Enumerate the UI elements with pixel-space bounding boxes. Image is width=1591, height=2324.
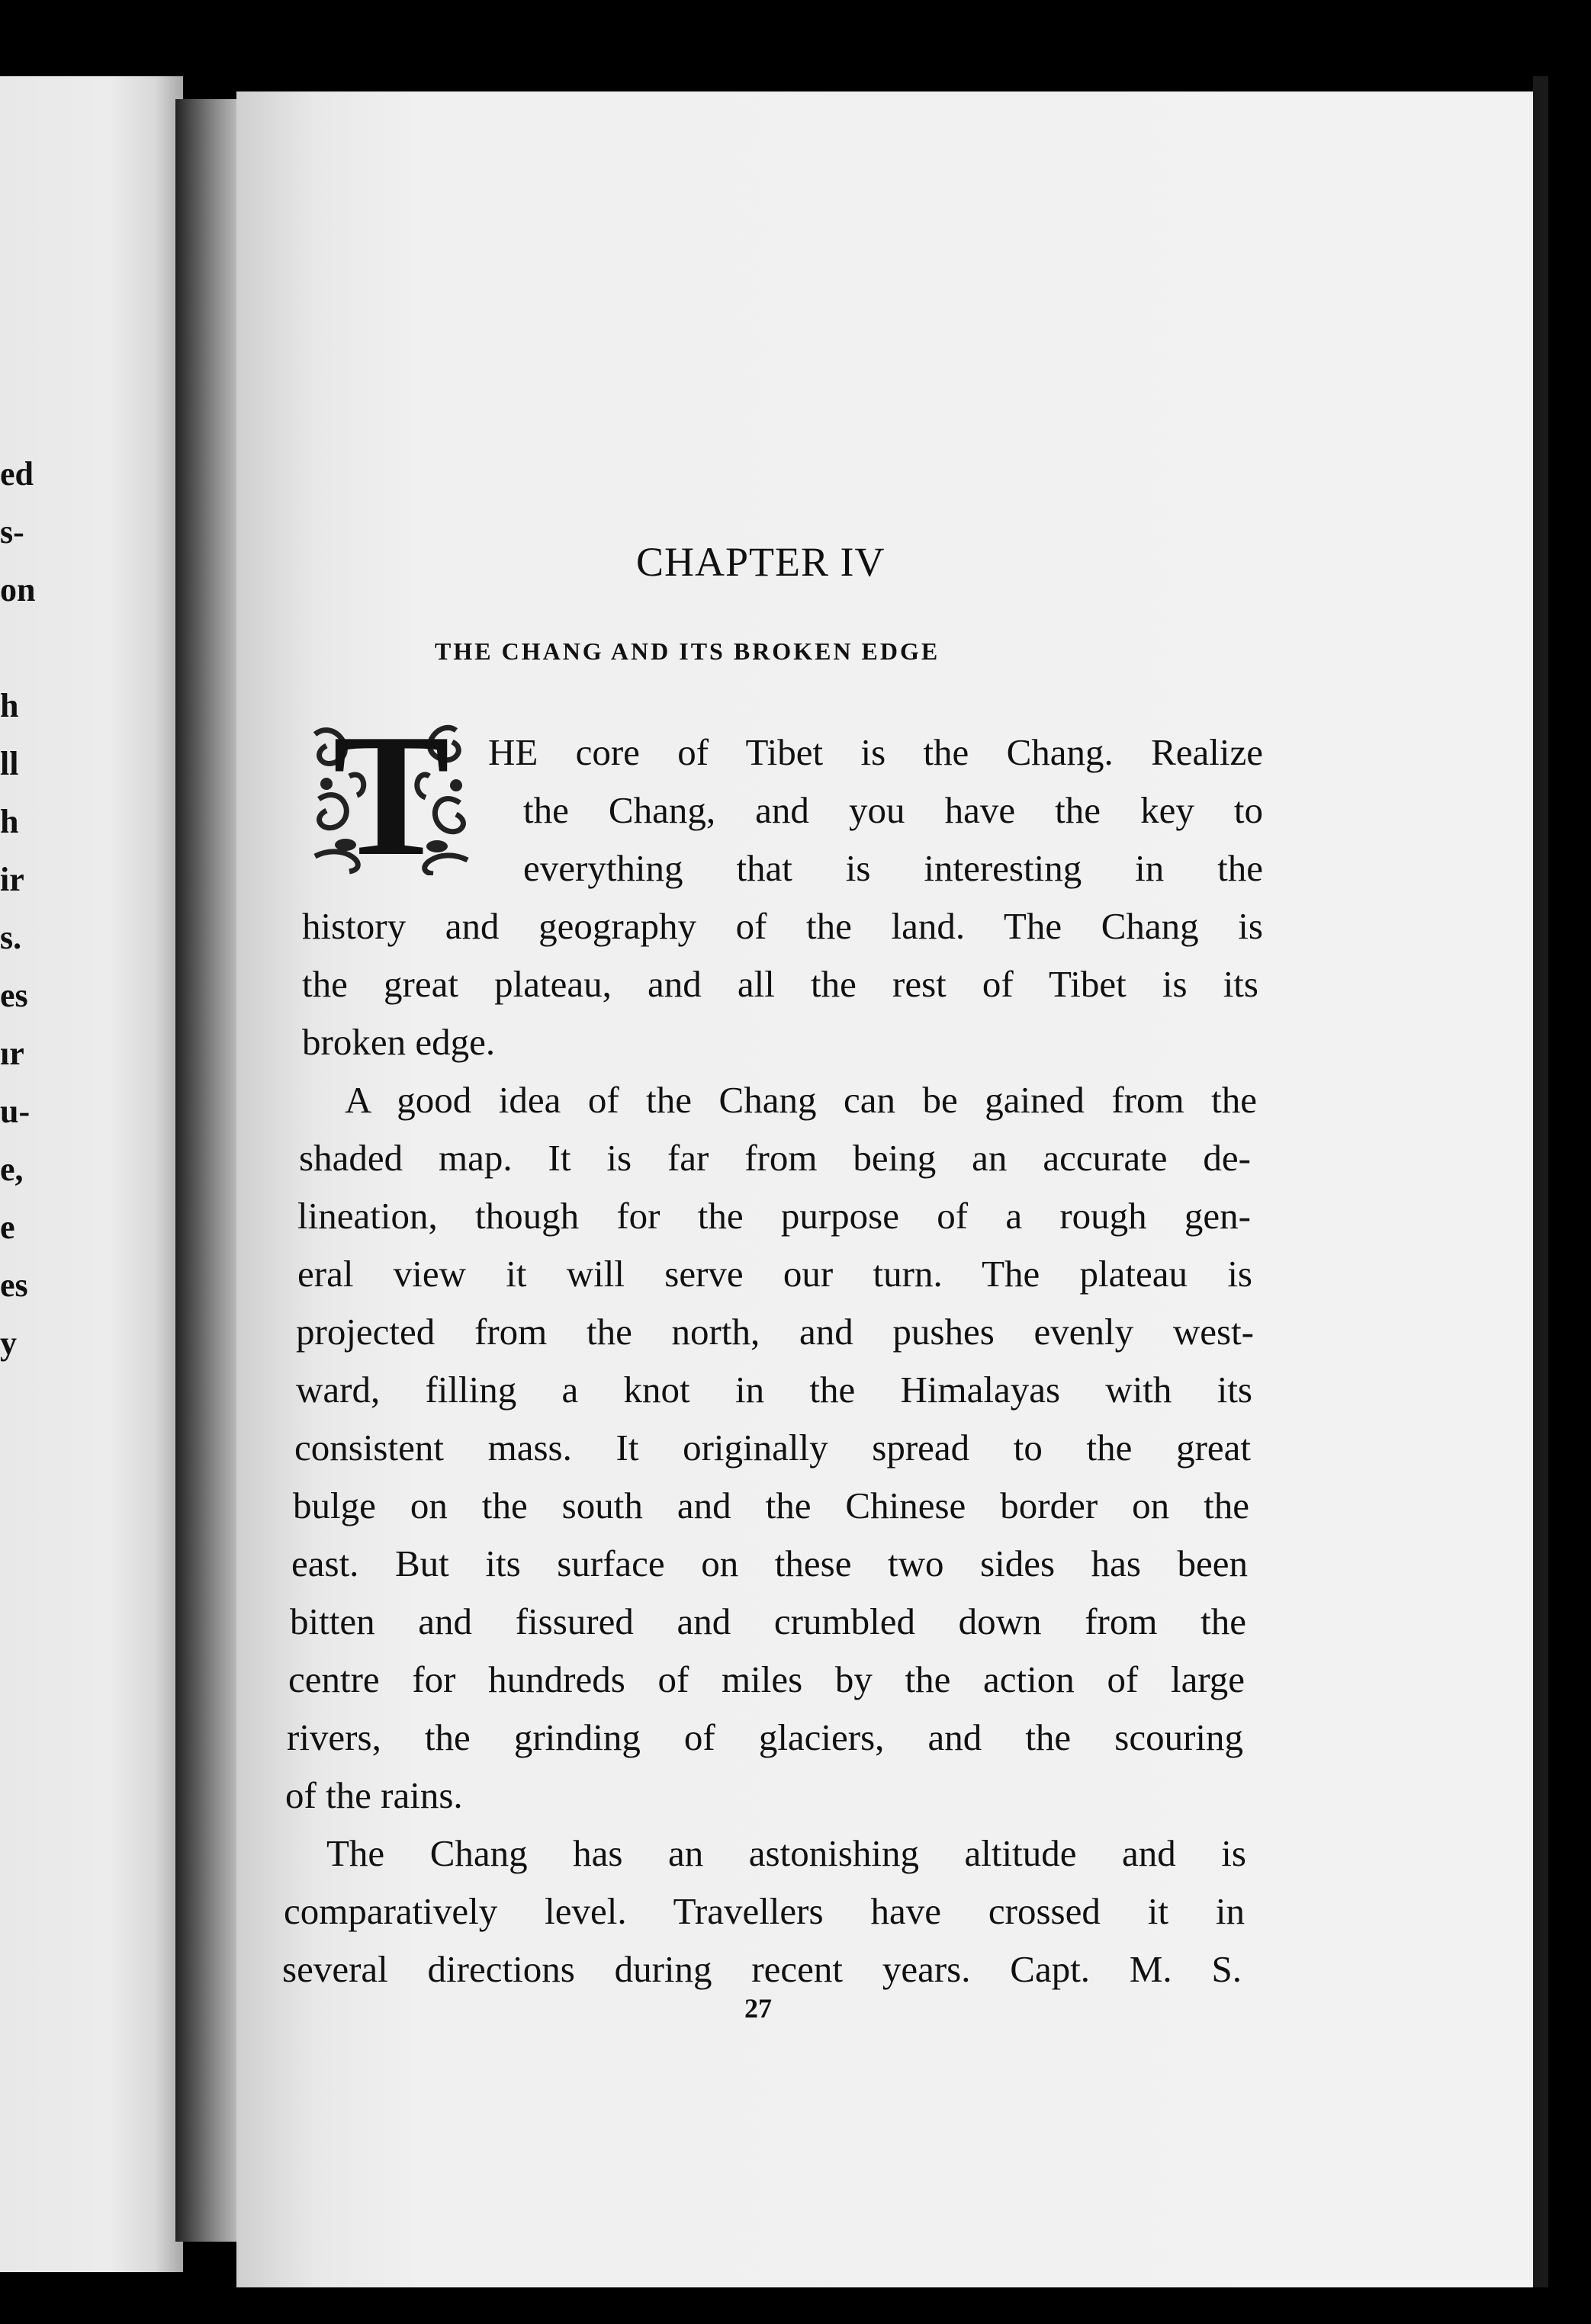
body-line: history and geography of the land. The Chang is bbox=[302, 905, 1263, 947]
left-fragment: y bbox=[0, 1324, 17, 1362]
left-fragment: ir bbox=[0, 861, 24, 898]
body-line: projected from the north, and pushes evenly west- bbox=[296, 1311, 1254, 1353]
left-fragment: ed bbox=[0, 455, 34, 493]
body-line: centre for hundreds of miles by the action of large bbox=[288, 1658, 1245, 1700]
left-fragment: ll bbox=[0, 745, 19, 782]
chapter-heading: CHAPTER IV bbox=[636, 539, 885, 585]
body-line: several directions during recent years. Capt. M. S. bbox=[282, 1948, 1242, 1990]
left-fragment: on bbox=[0, 571, 36, 608]
book-gutter-shadow bbox=[175, 99, 244, 2242]
body-line: everything that is interesting in the bbox=[523, 847, 1263, 889]
left-fragment: es bbox=[0, 1266, 28, 1304]
body-line: rivers, the grinding of glaciers, and the scouring bbox=[287, 1716, 1243, 1758]
chapter-title: THE CHANG AND ITS BROKEN EDGE bbox=[435, 637, 940, 665]
body-line: ward, filling a knot in the Himalayas with its bbox=[296, 1369, 1252, 1411]
left-fragment: s. bbox=[0, 919, 22, 956]
left-page bbox=[0, 76, 183, 2272]
body-line: The Chang has an astonishing altitude and is bbox=[326, 1832, 1246, 1874]
body-line: comparatively level. Travellers have crossed it in bbox=[284, 1890, 1245, 1932]
body-line: shaded map. It is far from being an accurate de- bbox=[299, 1137, 1251, 1179]
left-fragment: e, bbox=[0, 1151, 24, 1188]
body-line: consistent mass. It originally spread to the great bbox=[294, 1427, 1251, 1469]
ornamental-drop-cap bbox=[304, 698, 479, 892]
body-line: the Chang, and you have the key to bbox=[523, 789, 1263, 831]
left-fragment bbox=[0, 619, 46, 677]
left-fragment: h bbox=[0, 803, 19, 840]
body-line: of the rains. bbox=[285, 1774, 463, 1816]
drop-cap-letter: T bbox=[333, 698, 450, 892]
page-number: 27 bbox=[744, 1993, 772, 2024]
left-fragment: ır bbox=[0, 1035, 24, 1072]
body-line: bitten and fissured and crumbled down from the bbox=[290, 1600, 1246, 1642]
body-line: eral view it will serve our turn. The plateau is bbox=[297, 1253, 1252, 1295]
body-line: lineation, though for the purpose of a rough gen- bbox=[297, 1195, 1251, 1237]
left-fragment: u- bbox=[0, 1093, 31, 1130]
body-line: A good idea of the Chang can be gained from the bbox=[345, 1079, 1257, 1121]
body-line: the great plateau, and all the rest of Tibet is its bbox=[302, 963, 1258, 1005]
left-page-text-fragments bbox=[0, 445, 46, 1372]
body-line: bulge on the south and the Chinese border on the bbox=[293, 1485, 1249, 1526]
body-line: HE core of Tibet is the Chang. Realize bbox=[488, 731, 1263, 773]
page-edge bbox=[1533, 76, 1548, 2287]
body-line: east. But its surface on these two sides has been bbox=[291, 1542, 1248, 1584]
left-fragment: e bbox=[0, 1209, 15, 1246]
left-fragment: h bbox=[0, 687, 19, 724]
left-fragment: s- bbox=[0, 513, 24, 551]
left-fragment: es bbox=[0, 977, 28, 1014]
body-line: broken edge. bbox=[302, 1021, 496, 1063]
